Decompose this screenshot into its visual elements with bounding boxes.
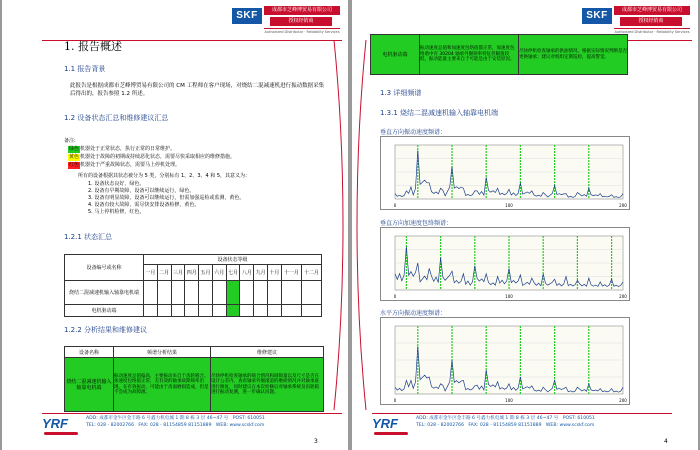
- footer-post: POST: 610051: [562, 416, 595, 421]
- yrf-swoosh: [374, 432, 408, 435]
- section-1-3-1-title: 1.3.1 烧结二混减速机输入轴靠电机端: [380, 109, 499, 117]
- header-logo: [232, 6, 342, 38]
- legend-tag-red: 红色: [69, 162, 80, 168]
- footer-address: ADD: 成都市金牛区金丰路 6 号鑫力机电城 1 期 8 栋 3 层 46~47 号: [416, 416, 559, 421]
- legend-text-yellow: 机器处于故障的初期或持续恶化状态，需要尽快采取相应的维修措施。: [80, 154, 236, 160]
- month-cell: 二月: [157, 265, 171, 281]
- footer-fax: FAX: 028 - 81154859 81151889: [138, 422, 212, 428]
- month-cell: 三月: [171, 265, 185, 281]
- chart-1: [380, 136, 630, 210]
- chart-3-svg: [381, 318, 629, 404]
- status-row: [65, 305, 322, 317]
- status-col-group: 设备状态等级: [144, 255, 322, 265]
- x-tick-label: 0: [393, 398, 397, 403]
- x-tick-label: 100: [505, 398, 513, 403]
- status-row-device: 烧结二混减速机输入轴靠电机端: [65, 281, 144, 305]
- header-company: 成都市芝峰博贸易有限公司: [264, 6, 340, 15]
- x-tick-label: 200: [619, 398, 627, 403]
- header-line: [264, 28, 340, 29]
- status-cell-july: [226, 305, 240, 317]
- status-table: [64, 254, 322, 317]
- section-1-2-2-title: 1.2.2 分析结果和维修建议: [64, 326, 148, 334]
- level-4: 4. 设备有较大故障，需尽快安排设备检修，黄色。: [88, 202, 200, 208]
- month-cell: 八月: [240, 265, 254, 281]
- month-cell: 十月: [268, 265, 282, 281]
- header-subtitle: 授权经销商: [620, 17, 682, 26]
- footer-web: WEB: www.scskf.com: [545, 422, 595, 428]
- chart-1-title: 垂直方向振动速度频谱：: [380, 129, 447, 136]
- month-cell: 七月: [226, 265, 240, 281]
- legend-row-red: [68, 162, 333, 169]
- analysis-device: 烧结二混减速机输入轴靠电机端: [65, 358, 114, 412]
- page-edge-curve: [332, 40, 348, 410]
- chart-3: [380, 317, 630, 405]
- header-tagline: Authorized Distributor · Reliability Services: [614, 30, 690, 34]
- page-edge-curve: [352, 40, 368, 410]
- analysis-header-advice: 维修建议: [211, 347, 324, 358]
- legend-row-yellow: [68, 154, 333, 161]
- status-row-device: 电机驱动端: [65, 305, 144, 317]
- analysis-result-motor: 振动速度总值和加速度包络值都正常，加速度包络谱中有 30204 轴承外圈频率特征但幅值较低，振动能量主要来自于可能是由于安装原因。: [420, 35, 519, 75]
- x-tick-label: 0: [393, 294, 397, 299]
- x-tick-label: 100: [505, 294, 513, 299]
- header-tagline: Authorized Distributor · Reliability Services: [264, 30, 340, 34]
- footer-contact: [86, 416, 336, 429]
- month-cell: 六月: [212, 265, 226, 281]
- legend-text-green: 机器处于正常状态，执行正常的日常维护。: [80, 146, 176, 152]
- month-cell: 四月: [185, 265, 199, 281]
- yrf-logo: YRF: [372, 416, 398, 431]
- month-cell: 九月: [254, 265, 268, 281]
- background-paragraph: 此报告是根据成都市芝峰博贸易有限公司的 CM 工程师在客户现场，对烧结二混减速机进行振动数据采集后得出的，报告参照 1.2 所述。: [70, 83, 325, 97]
- analysis-table-continued: [370, 34, 628, 75]
- footer-post: POST: 610051: [232, 416, 265, 421]
- analysis-header-device: 设备名称: [65, 347, 114, 358]
- chart-3-title: 水平方向振动速度频谱：: [380, 310, 447, 317]
- section-title: 1. 报告概述: [64, 40, 122, 53]
- section-1-1-title: 1.1 报告背景: [64, 65, 106, 73]
- footer-tel: TEL: 028 - 82002766: [416, 422, 465, 428]
- month-cell: 五月: [199, 265, 213, 281]
- status-row: [65, 281, 322, 305]
- section-1-3-title: 1.3 详细频谱: [380, 89, 422, 97]
- month-cell: 十一月: [281, 265, 301, 281]
- level-3: 3. 设备有明显故障，设备可以继续运行，但需加强巡检或监测，黄色。: [88, 195, 245, 201]
- footer-address: ADD: 成都市金牛区金丰路 6 号鑫力机电城 1 期 8 栋 3 层 46~47 号: [86, 416, 229, 421]
- yrf-logo: YRF: [42, 416, 68, 431]
- x-tick-label: 0: [393, 203, 397, 208]
- status-cell-july: [226, 281, 240, 305]
- month-cell: 十二月: [301, 265, 321, 281]
- legend-tag-yellow: 黄色: [69, 154, 80, 160]
- footer-web: WEB: www.scskf.com: [215, 422, 265, 428]
- page-number: 4: [664, 438, 668, 445]
- level-5: 5. 马上停机检修，红色。: [88, 209, 145, 215]
- header-subtitle: 授权经销商: [270, 17, 332, 26]
- legend-text-red: 机器处于严重故障状态，需要马上停机处理。: [80, 162, 181, 168]
- header-company: 成都市芝峰博贸易有限公司: [614, 6, 690, 15]
- analysis-table: [64, 346, 324, 412]
- chart-2-title: 垂直方向加速度包络频谱：: [380, 220, 453, 227]
- analysis-advice-motor: 尽快停机检查轴承的供油情况，根据实际情况判断是否更换轴承；建议对机组定期巡检，提高警觉。: [519, 35, 628, 75]
- levels-intro: 所有的设备根据其状态被分为 5 类，分别标有 1、2、3、4 和 5，其意义为：: [78, 173, 251, 179]
- report-page-4: [352, 0, 698, 450]
- chart-2: [380, 227, 630, 301]
- analysis-result: 振动速度总值偏高，主要振动来自于齿轮啮合。加速度包络值正常，无有效的轴承故障频率出现，在有效振动，可能由于齿面磨损造成，但是不会成为故障源。: [114, 358, 211, 412]
- legend-row-green: [68, 146, 333, 153]
- footer-contact: [416, 416, 666, 429]
- legend-label: 备注:: [64, 138, 76, 144]
- analysis-header-result: 频谱分析结果: [114, 347, 211, 358]
- x-tick-label: 200: [619, 203, 627, 208]
- x-tick-label: 100: [505, 203, 513, 208]
- level-2: 2. 设备有早期故障，设备可以继续运行，绿色。: [88, 188, 195, 194]
- chart-2-svg: [381, 228, 629, 300]
- month-cell: 一月: [144, 265, 158, 281]
- skf-logo: SKF: [582, 8, 612, 24]
- legend-tag-green: 绿色: [69, 146, 80, 152]
- section-1-2-title: 1.2 设备状态汇总和维修建议汇总: [64, 114, 169, 122]
- chart-1-svg: [381, 137, 629, 209]
- skf-logo: SKF: [232, 8, 262, 24]
- level-1: 1. 设备状态良好，绿色。: [88, 181, 145, 187]
- yrf-swoosh: [44, 432, 78, 435]
- page-number: 3: [314, 438, 318, 445]
- analysis-advice: 尽快停机检查轴承的啮合情况和间隙量以及尺寸是否在设计公差内，查看轴承外圈滚道的磨损情况并对轴承座进行修复，同时建议在本次检修后对轴承系统及齿轮箱进行振动复测，进一步确认问题。: [211, 358, 324, 412]
- header-line: [614, 28, 690, 29]
- section-1-2-1-title: 1.2.1 状态汇总: [64, 233, 113, 241]
- footer-fax: FAX: 028 - 81154859 81151889: [468, 422, 542, 428]
- report-page-3: [2, 0, 348, 450]
- footer-tel: TEL: 028 - 82002766: [86, 422, 135, 428]
- x-tick-label: 200: [619, 294, 627, 299]
- analysis-device-motor: 电机驱动端: [371, 35, 420, 75]
- status-col-device: 设备编号或名称: [65, 255, 144, 281]
